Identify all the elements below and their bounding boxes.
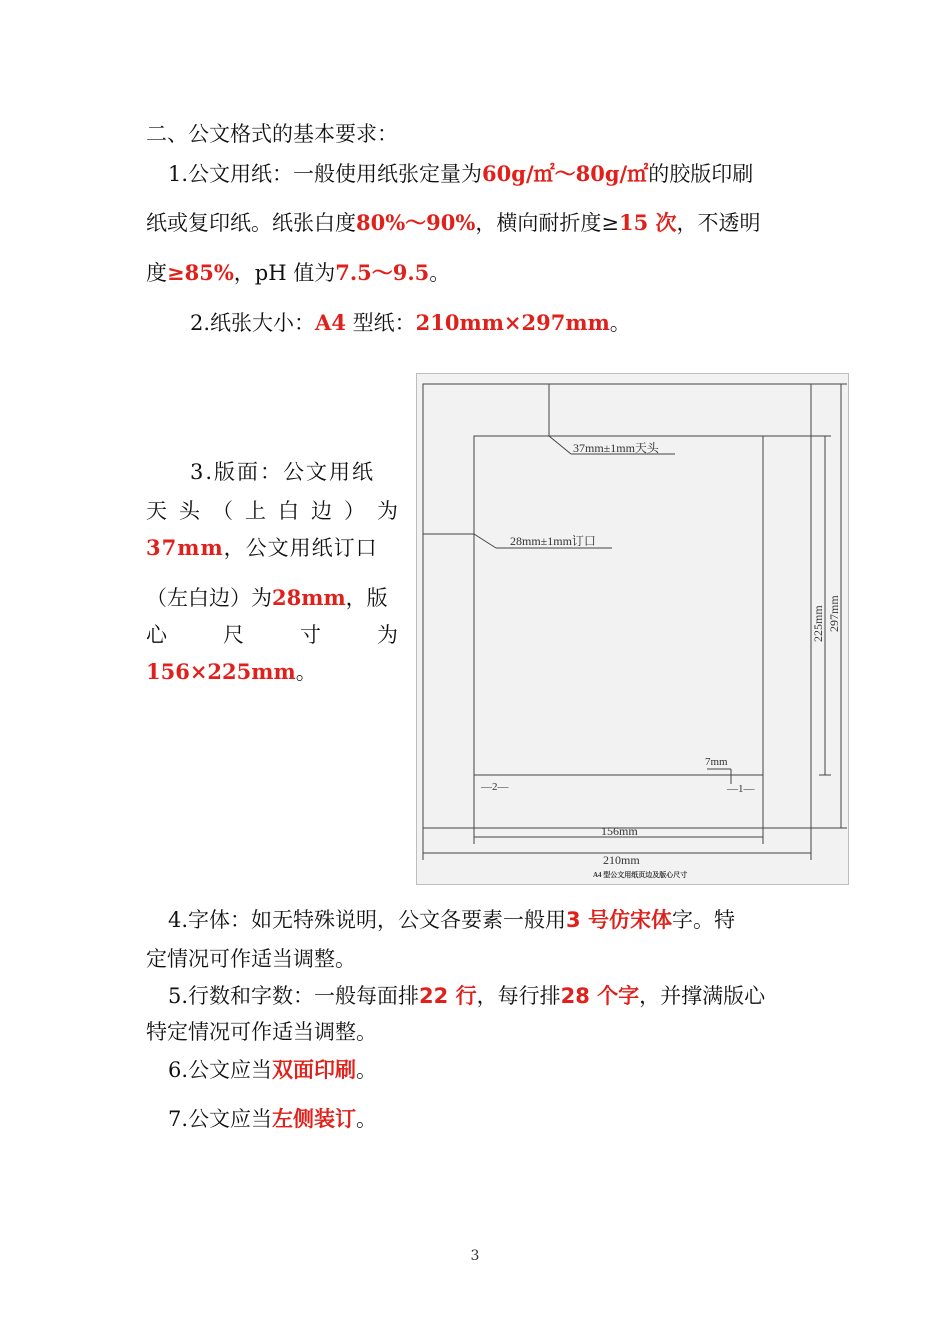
item5-line2: 特定情况可作适当调整。 [146,1020,377,1044]
item3-line3-rest: ，公文用纸订口 [223,536,378,560]
label-297: 297mm [827,595,841,632]
item2-text-e: 。 [609,311,631,335]
item3-line2 [146,496,398,526]
item1-paper-weight: 60g/㎡～80g/㎡ [482,161,649,186]
item3-line6-rest: 。 [295,660,317,684]
item3-char: 白 [278,499,299,523]
item1-ph-range: 7.5～9.5 [335,260,430,285]
item7-text-a: 7.公文应当 [168,1107,273,1131]
item3-line1: 3.版面：公文用纸 [190,460,376,484]
item1-text-c: 的胶版印刷 [648,162,754,186]
item2-line [190,308,631,338]
item3-line5 [146,620,398,650]
item3-line3 [146,533,378,563]
item4-font: 3 号仿宋体 [566,908,672,932]
item6-text-a: 6.公文应当 [168,1058,273,1082]
item3-top-margin: 37mm [146,535,224,560]
item4-text-c: 字。特 [671,908,735,932]
label-225: 225mm [811,605,825,642]
item7-line [168,1104,377,1134]
figure-caption: A4 型公文用纸页边及版心尺寸 [593,871,688,879]
item5-chars: 28 个字 [560,984,640,1008]
item1-text-f: ，横向耐折度≥ [475,211,619,235]
item3-char: 天 [146,499,167,523]
item1-text-m: 。 [429,261,451,285]
label-210: 210mm [603,853,640,867]
item5-lines: 22 行 [419,984,477,1008]
item3-char: 为 [377,623,398,647]
item3-char: 为 [377,499,398,523]
item1-text-d: 纸或复印纸。纸张白度 [146,211,356,235]
item1-text-h: ，不透明 [676,211,761,235]
item3-line6 [146,657,317,687]
item4-line1 [168,905,735,935]
item1-text-a: 1.公文用纸：一般使用纸张定量为 [168,162,483,186]
item7-binding: 左侧装订 [272,1107,357,1131]
section-heading: 二、公文格式的基本要求： [146,122,398,146]
item3-char: 心 [146,623,167,647]
label-left-margin: 28mm±1mm订口 [510,534,596,548]
item1-line3 [146,258,450,288]
item5-text-e: ，并撑满版心 [639,984,766,1008]
item3-type-area: 156×225mm [146,659,296,684]
item2-a4: A4 [315,310,346,335]
item5-text-c: ，每行排 [476,984,561,1008]
item4-text-a: 4.字体：如无特殊说明，公文各要素一般用 [168,908,567,932]
page-number: 3 [470,1248,480,1264]
item3-char: 尺 [223,623,244,647]
item1-opacity: ≥85% [167,260,234,285]
item3-line4-a: （左白边）为 [146,586,272,610]
item3-line4 [146,583,388,613]
item1-line1 [168,159,753,189]
item1-text-k: ，pH 值为 [233,261,336,285]
label-top-margin: 37mm±1mm天头 [573,441,659,455]
item3-char: ） [344,499,365,523]
item5-line1 [168,981,765,1011]
page-mark-right: —1— [727,783,755,795]
item3-char: 上 [245,499,266,523]
item2-size: 210mm×297mm [415,310,610,335]
item5-text-a: 5.行数和字数：一般每面排 [168,984,420,1008]
item1-whiteness: 80%～90% [356,210,476,235]
label-7mm: 7mm [705,756,728,768]
item4-line2: 定情况可作适当调整。 [146,947,356,971]
item3-char: （ [212,499,233,523]
item2-text-a: 2.纸张大小： [190,311,316,335]
item6-text-c: 。 [356,1058,378,1082]
item6-line [168,1055,377,1085]
item1-fold-count: 15 次 [618,210,677,235]
a4-margin-diagram [416,373,849,885]
item3-char: 头 [179,499,200,523]
type-area-outline [474,436,763,775]
item2-text-c: 型纸： [345,311,416,335]
item3-char: 边 [311,499,332,523]
item3-char: 寸 [300,623,321,647]
item6-duplex: 双面印刷 [272,1058,357,1082]
item3-line4-c: ，版 [345,586,388,610]
item1-line2 [146,208,761,238]
item7-text-c: 。 [356,1107,378,1131]
page-mark-left: —2— [481,781,509,793]
label-156: 156mm [601,824,638,838]
item3-left-margin: 28mm [272,585,346,610]
item1-text-i: 度 [146,261,167,285]
